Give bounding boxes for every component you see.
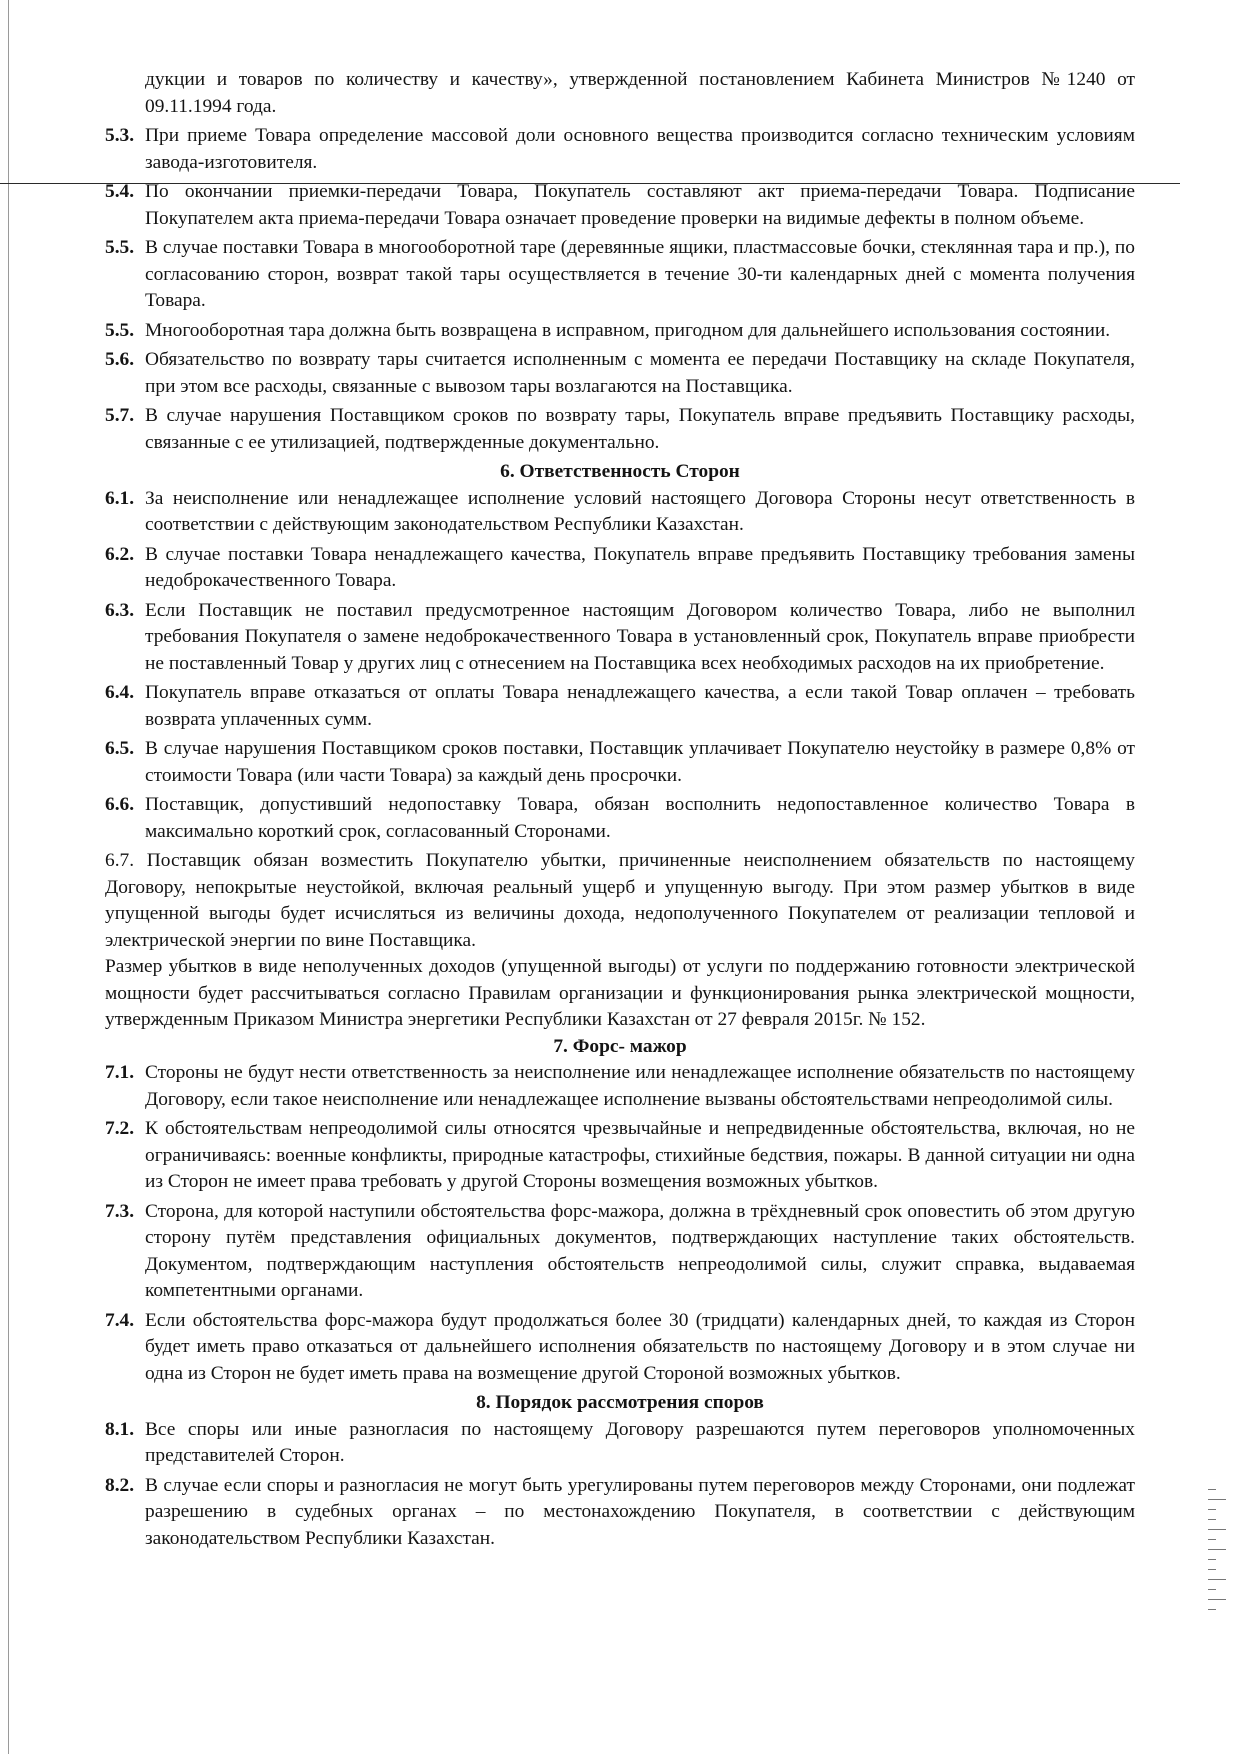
section-6-heading: 6. Ответственность Сторон	[500, 461, 740, 482]
clause-8-2	[105, 1473, 1135, 1553]
clause-number: 6.6.	[105, 794, 135, 815]
clause-5-5	[105, 235, 1135, 315]
clause-5-6	[105, 347, 1135, 400]
clause-number: 8.2.	[105, 1474, 135, 1496]
loss-calculation-paragraph: Размер убытков в виде неполученных доходов (упущенной выгоды) от услуги по поддержанию готовности электрической мощности будет рассчитываться согласно Правилам организации и функционирования рынка электрической мощности, утвержденным Приказом Министра энергетики Республики Казахстан от 27 февраля 2015г. № 152.	[105, 956, 1135, 1030]
clause-number: 7.4.	[105, 1309, 135, 1331]
clause-8-1	[105, 1417, 1135, 1470]
clause-number: 6.2.	[105, 543, 135, 565]
clause-6-6	[105, 792, 1135, 845]
clause-number: 6.1.	[105, 487, 135, 509]
clause-5-7	[105, 403, 1135, 456]
clause-7-1	[105, 1060, 1135, 1113]
clause-number: 5.6.	[105, 349, 135, 370]
section-8-heading: 8. Порядок рассмотрения споров	[476, 1392, 764, 1413]
clause-number: 6.5.	[105, 738, 135, 759]
margin-marks	[1208, 1480, 1226, 1720]
clause-text: Если обстоятельства форс-мажора будут продолжаться более 30 (тридцати) календарных дней, то каждая из Сторон будет иметь право отказаться от дальнейшего исполнения обязательств по настоящему Договору и в этом случае ни одна из Сторон не будет иметь права на возмещение другой Стороной возможных убытков.	[145, 1309, 1135, 1384]
clause-text: В случае нарушения Поставщиком сроков поставки, Поставщик уплачивает Покупателю неустойку в размере 0,8% от стоимости Товара (или части Товара) за каждый день просрочки.	[145, 738, 1135, 786]
clause-text: Поставщик, допустивший недопоставку Товара, обязан восполнить недопоставленное количество Товара в максимально короткий срок, согласованный Сторонами.	[145, 794, 1135, 842]
clause-6-7: 6.7. Поставщик обязан возместить Покупателю убытки, причиненные неисполнением обязательств по настоящему Договору, непокрытые неустойкой, включая реальный ущерб и упущенную выгоду. При этом размер убытков в виде упущенной выгоды будет исчисляться из величины дохода, недополученного Покупателем от реализации тепловой и электрической энергии по вине Поставщика.	[105, 850, 1135, 951]
clause-number: 5.7.	[105, 405, 135, 426]
clause-number: 5.3.	[105, 125, 135, 146]
clause-text: В случае если споры и разногласия не могут быть урегулированы путем переговоров между Сторонами, они подлежат разрешению в судебных органах – по местонахождению Покупателя, в соответствии с действующим законодательством Республики Казахстан.	[145, 1474, 1135, 1549]
clause-7-3	[105, 1199, 1135, 1305]
clause-number: 7.3.	[105, 1200, 135, 1222]
clause-number: 5.5.	[105, 237, 135, 258]
clause-6-2	[105, 542, 1135, 595]
clause-text: Многооборотная тара должна быть возвращена в исправном, пригодном для дальнейшего использования состоянии.	[145, 319, 1111, 341]
clause-number: 5.4.	[105, 181, 135, 202]
clause-text: Все споры или иные разногласия по настоящему Договору разрешаются путем переговоров уполномоченных представителей Сторон.	[145, 1418, 1135, 1466]
clause-number: 6.3.	[105, 599, 135, 621]
clause-5-4	[105, 179, 1135, 232]
clause-5-5-returnable-container	[105, 318, 1135, 345]
clause-text: К обстоятельствам непреодолимой силы относятся чрезвычайные и непредвиденные обстоятельства, включая, но не ограничиваясь: военные конфликты, природные катастрофы, стихийные бедствия, пожары. В данной ситуации ни одна из Сторон не имеет права требовать у другой Стороны возмещения возможных убытков.	[145, 1118, 1135, 1192]
clause-number: 7.2.	[105, 1118, 135, 1139]
clause-text: Сторона, для которой наступили обстоятельства форс-мажора, должна в трёхдневный срок оповестить об этом другую сторону путём представления официальных документов, подтверждающих наступление таких обстоятельств. Документом, подтверждающим наступления обстоятельств непреодолимой силы, служит справка, выдаваемая компетентными органами.	[145, 1200, 1135, 1301]
clause-text: При приеме Товара определение массовой доли основного вещества производится согласно техническим условиям завода-изготовителя.	[145, 125, 1135, 173]
clause-number: 8.1.	[105, 1418, 135, 1440]
clause-6-5	[105, 736, 1135, 789]
clause-number: 6.4.	[105, 682, 135, 703]
clause-text: В случае поставки Товара ненадлежащего качества, Покупатель вправе предъявить Поставщику требования замены недоброкачественного Товара.	[145, 543, 1135, 591]
section-7-heading: 7. Форс- мажор	[553, 1035, 687, 1057]
clause-text: По окончании приемки-передачи Товара, Покупатель составляют акт приема-передачи Товара. Подписание Покупателем акта приема-передачи Товара означает проведение проверки на видимые дефекты в полном объеме.	[145, 181, 1135, 229]
clause-text: В случае нарушения Поставщиком сроков по возврату тары, Покупатель вправе предъявить Поставщику расходы, связанные с ее утилизацией, подтвержденные документально.	[145, 405, 1135, 453]
clause-number: 7.1.	[105, 1062, 135, 1083]
clause-6-3	[105, 598, 1135, 678]
clause-6-4	[105, 680, 1135, 733]
clause-6-1	[105, 486, 1135, 539]
page-edge-line	[8, 0, 9, 1754]
clause-text: Если Поставщик не поставил предусмотренное настоящим Договором количество Товара, либо не выполнил требования Покупателя о замене недоброкачественного Товара в установленный срок, Покупатель вправе приобрести не поставленный Товар у других лиц с отнесением на Поставщика всех необходимых расходов на их приобретение.	[145, 599, 1135, 674]
clause-number: 5.5.	[105, 319, 135, 341]
clause-text: Обязательство по возврату тары считается исполненным с момента ее передачи Поставщику на складе Покупателя, при этом все расходы, связанные с вывозом тары возлагаются на Поставщика.	[145, 349, 1135, 397]
clause-7-4	[105, 1308, 1135, 1388]
clause-5-3	[105, 123, 1135, 176]
clause-7-2	[105, 1116, 1135, 1196]
clause-text: За неисполнение или ненадлежащее исполнение условий настоящего Договора Стороны несут ответственность в соответствии с действующим законодательством Республики Казахстан.	[145, 487, 1135, 535]
clause-text: Стороны не будут нести ответственность за неисполнение или ненадлежащее исполнение обязательств по настоящему Договору, если такое неисполнение или ненадлежащее исполнение вызваны обстоятельствами непреодолимой силы.	[145, 1062, 1135, 1110]
intro-paragraph: дукции и товаров по количеству и качеству», утвержденной постановлением Кабинета Министров №1240 от 09.11.1994 года.	[145, 69, 1135, 117]
clause-text: Покупатель вправе отказаться от оплаты Товара ненадлежащего качества, а если такой Товар оплачен – требовать возврата уплаченных сумм.	[145, 682, 1135, 730]
clause-text: В случае поставки Товара в многооборотной таре (деревянные ящики, пластмассовые бочки, стеклянная тара и пр.), по согласованию сторон, возврат такой тары осуществляется в течение 30-ти календарных дней с момента получения Товара.	[145, 237, 1135, 311]
document-body	[105, 67, 1135, 1555]
